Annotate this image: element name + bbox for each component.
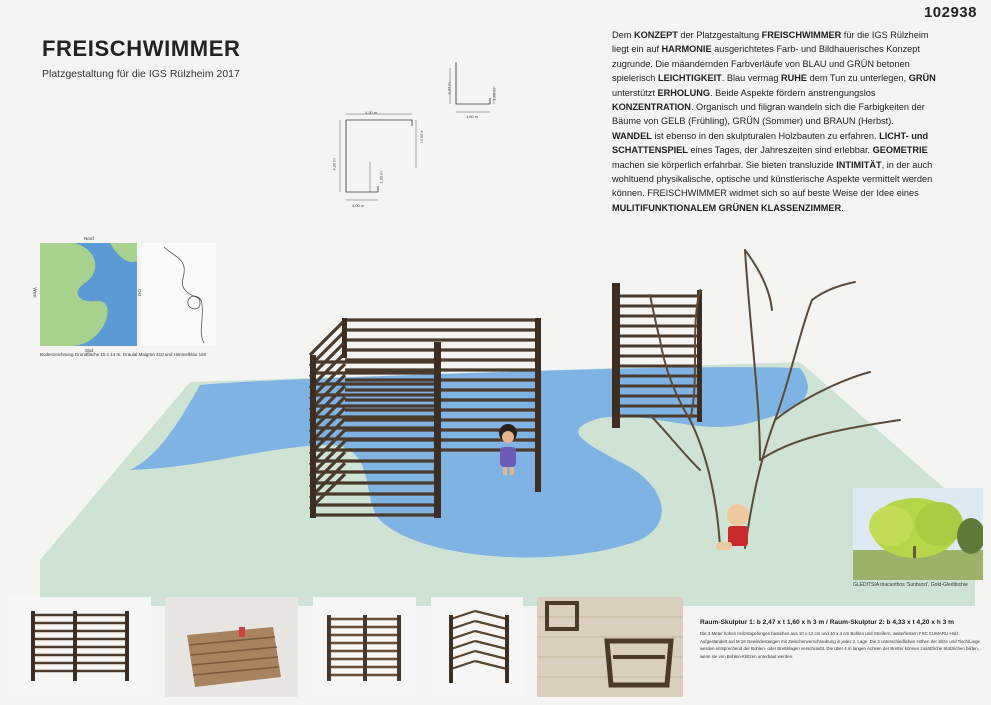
compass-north: Nord	[84, 236, 94, 241]
concept-text-run: machen sie körperlich erfahrbar. Sie bieten transluzide	[612, 159, 837, 170]
thumbnail-side-panels	[313, 597, 416, 697]
concept-keyword: WANDEL	[612, 130, 652, 141]
concept-keyword: RUHE	[781, 73, 808, 84]
thumbnail-wood-deck-view	[537, 597, 683, 697]
large-sculpture-dimension-drawing	[330, 108, 425, 208]
concept-text-run: .	[841, 202, 844, 213]
concept-paragraph-2	[612, 129, 942, 215]
dim-large-inner: 1,00 m	[378, 171, 384, 184]
concept-text-run: , in der auch wohltuend physikalische, optische und künstlerische Aspekte vermittelt werden können. FREISCHWIMMER widmet sich so auf beste Weise der Idee eines	[612, 159, 933, 199]
concept-text-run: eines Tages, der Jahreszeiten sind erlebbar.	[687, 145, 873, 156]
dim-large-right: 4,00 m	[419, 130, 425, 143]
concept-text-run: unterstützt	[612, 87, 658, 98]
concept-keyword: MULITIFUNKTIONALEM GRÜNEN KLASSENZIMMER	[612, 202, 842, 213]
concept-keyword: LICHT- und SCHATTENSPIEL	[612, 130, 929, 156]
concept-keyword: ERHOLUNG	[657, 87, 711, 98]
model-photo	[0, 230, 991, 610]
concept-text-run: der Platzgestaltung	[677, 30, 762, 40]
concept-text-run: . Beide Aspekte fördern anstrengungslos	[710, 87, 876, 98]
ground-plan-caption: Bodenzeichnung Grundfläche 15 x 14 m, Graulal Maigrün 410 und Himmelblau 160	[40, 352, 207, 357]
concept-text-run: ausgerichtetes Farb- und Bildhauerisches Konzept zugrunde. Die mäandernden Farbverläufe von BLAU und GRÜN betonen spielerisch	[612, 44, 920, 84]
specs-title: Raum-Skulptur 1: b 2,47 x t 1,60 x h 3 m / Raum-Skulptur 2: b 4,33 x t 4,20 x h 3 m	[700, 619, 954, 626]
compass-south: Süd	[85, 348, 94, 353]
tree-caption: GLEDITSIA triacanthos 'Sunburst', Gold-Gleditschie	[853, 582, 968, 588]
page-subtitle: Platzgestaltung für die IGS Rülzheim 2017	[42, 68, 240, 80]
dim-large-left: 4,30 m	[331, 158, 337, 171]
concept-text-run: . Organisch und filigran wandeln sich die Farbigkeiten der Bäume von GELB (Frühling), GRÜN (Sommer) und BRAUN (Herbst).	[612, 102, 925, 127]
project-code: 102938	[923, 4, 977, 21]
concept-keyword: GEOMETRIE	[872, 145, 928, 156]
dim-small-right: 1,60 m	[491, 88, 497, 101]
concept-keyword: LEICHTIGKEIT	[657, 73, 722, 84]
thumbnail-front-view	[9, 597, 151, 697]
dim-small-left: 2,47 m	[446, 82, 452, 95]
concept-keyword: GRÜN	[908, 73, 936, 84]
concept-keyword: KONZENTRATION	[612, 102, 691, 113]
specs-body: Die 3 Meter hohen Holzstapelungen bestehen aus 10 x 12 cm und 10 x 4 cm Bohlen und Streifern, weiterfestem FSC CUMARU-Holz. Aufgeständert auf M 16 Gewindestangen mit Zwischenverschraubung in jeder 2. Lage. Die 2 unterschiedlichen Höhen der Sitze und Tisch/Liege werden entsprechend der Bohlen- oder Brettelagen verschraubt. Die über 4 m langen Achsen der Bretter können zusätzliche Stützlichen bilden, wenn sie von Bohlen-Klötzen unterbaut werden.	[700, 631, 980, 659]
thumbnail-top-angle-view	[165, 597, 298, 697]
dim-small-bottom: 1,60 m	[466, 114, 479, 119]
concept-text-run: dem Tun zu unterlegen,	[807, 73, 909, 84]
concept-keyword: INTIMITÄT	[836, 159, 882, 170]
compass-east: Ost	[137, 288, 143, 297]
thumbnail-corner-view	[431, 597, 523, 697]
gleditsia-tree-photo	[853, 488, 983, 580]
specs-block	[700, 619, 985, 660]
concept-keyword: FREISCHWIMMER	[761, 30, 842, 40]
concept-text-run: für die IGS Rülzheim liegt ein auf	[612, 30, 929, 55]
concept-keyword: HARMONIE	[661, 44, 712, 55]
page-title: FREISCHWIMMER	[42, 36, 241, 61]
concept-text-run: Dem	[612, 30, 634, 40]
compass-west: West	[32, 287, 38, 298]
dim-large-bottom: 4,00 m	[352, 203, 365, 208]
concept-keyword: KONZEPT	[633, 30, 678, 40]
concept-text-run: . Blau vermag	[721, 73, 782, 84]
concept-text-run: ist ebenso in den skulpturalen Holzbauten zu erfahren.	[651, 130, 880, 141]
dim-large-top: 4,30 m	[365, 110, 378, 115]
concept-text	[612, 28, 942, 215]
concept-paragraph-1	[612, 28, 942, 129]
